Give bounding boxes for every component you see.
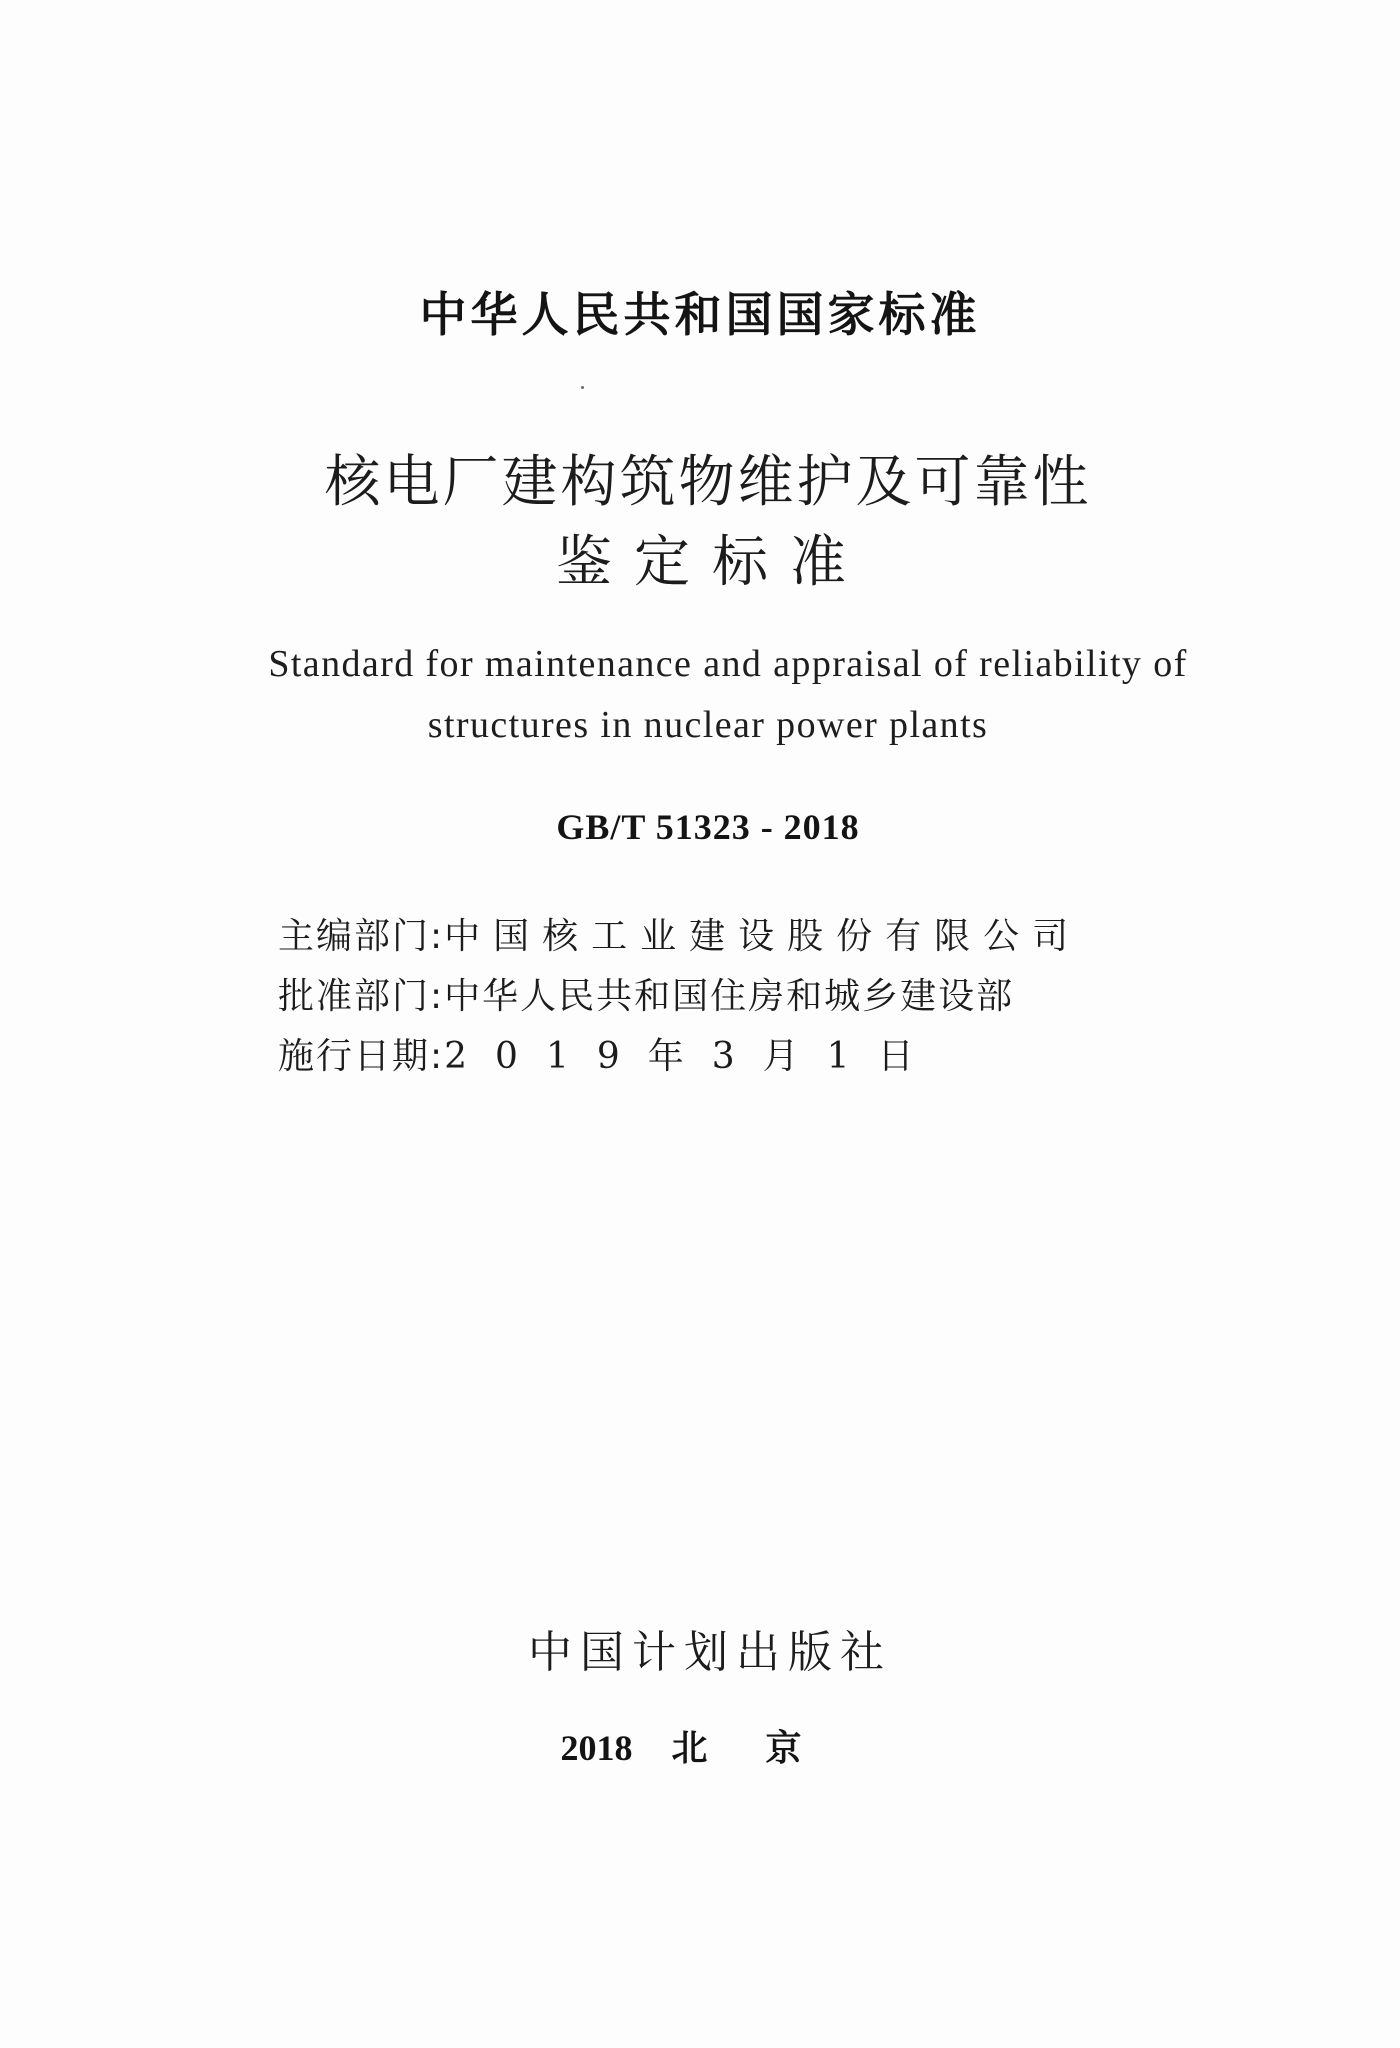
effective-date-row [278,1028,1078,1079]
publication-city: 北京 [671,1728,860,1768]
national-standard-heading: 中华人民共和国国家标准 [419,288,981,343]
chief-editor-value: 中国核工业建设股份有限公司 [444,916,1082,957]
english-title-line-2: structures in nuclear power plants [427,704,989,746]
approved-by-value: 中华人民共和国住房和城乡建设部 [444,976,1015,1017]
chief-editor-label: 主编部门: [278,916,445,957]
approved-by-label: 批准部门: [278,976,445,1017]
publication-year: 2018 [560,1728,633,1768]
publication-line [0,1720,1400,1771]
chief-editor-row [278,908,1082,959]
effective-date-value: 2019年3月1日 [444,1036,942,1077]
standard-code: GB/T 51323 - 2018 [556,807,860,847]
effective-date-label: 施行日期: [278,1036,445,1077]
chinese-title-line-1: 核电厂建构筑物维护及可靠性 [324,450,1092,515]
chinese-title-line-2: 鉴定标准 [556,530,868,595]
publisher-name: 中国计划出版社 [528,1627,892,1678]
scan-speck [581,386,584,389]
english-title-line-1: Standard for maintenance and appraisal of reliability of [268,643,1188,685]
approved-by-row [278,968,1078,1019]
